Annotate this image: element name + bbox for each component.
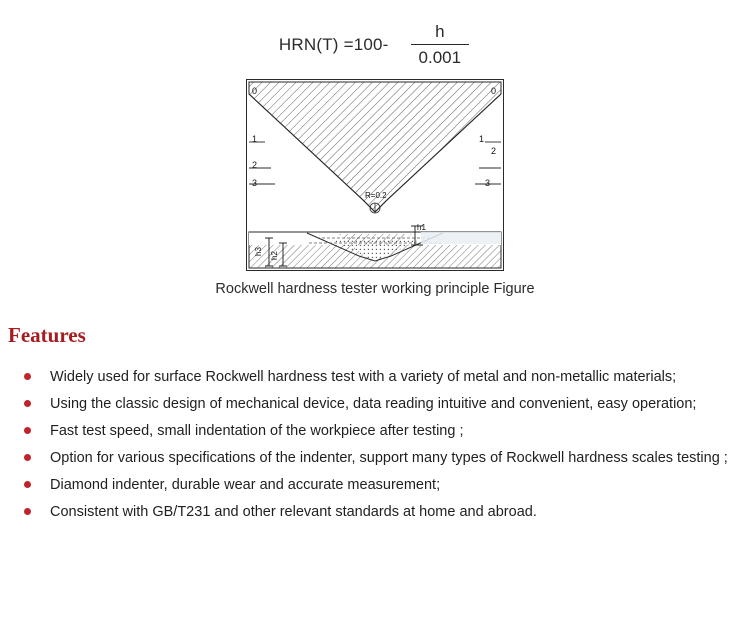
list-item — [14, 501, 740, 523]
list-item-text: Using the classic design of mechanical device, data reading intuitive and convenient, easy operation; — [50, 396, 697, 413]
list-item-text: Diamond indenter, durable wear and accurate measurement; — [50, 477, 441, 494]
features-heading: Features — [8, 323, 86, 348]
formula-left-side: HRN(T) =100- — [278, 34, 389, 54]
bullet-icon — [24, 373, 31, 380]
bullet-icon — [24, 454, 31, 461]
svg-text:R=0.2: R=0.2 — [365, 191, 387, 201]
list-item — [14, 420, 740, 442]
formula-fraction — [409, 22, 472, 67]
diagram-svg — [247, 80, 503, 270]
list-item — [14, 447, 740, 469]
svg-text:h1: h1 — [417, 223, 426, 233]
features-list — [0, 366, 750, 523]
list-item-text: Option for various specifications of the indenter, support many types of Rockwell hardness scales testing ; — [50, 450, 728, 467]
list-item — [14, 393, 740, 415]
svg-text:h2: h2 — [270, 251, 279, 261]
rockwell-principle-diagram — [246, 79, 504, 271]
svg-text:1: 1 — [479, 134, 485, 145]
bullet-icon — [24, 508, 31, 515]
bullet-icon — [24, 427, 31, 434]
svg-text:2: 2 — [252, 160, 258, 171]
hardness-formula — [0, 0, 750, 67]
list-item-text: Consistent with GB/T231 and other relevant standards at home and abroad. — [50, 504, 537, 521]
list-item-text: Fast test speed, small indentation of the workpiece after testing ; — [50, 423, 464, 440]
formula-numerator: h — [435, 22, 445, 41]
list-item — [14, 366, 740, 388]
svg-text:3: 3 — [252, 178, 258, 189]
svg-text:2: 2 — [491, 146, 497, 157]
figure-caption: Rockwell hardness tester working principle Figure — [215, 281, 535, 298]
svg-text:0: 0 — [252, 86, 258, 97]
svg-text:1: 1 — [252, 134, 258, 145]
svg-text:0: 0 — [491, 86, 497, 97]
bullet-icon — [24, 481, 31, 488]
list-item — [14, 474, 740, 496]
formula-denominator: 0.001 — [418, 47, 462, 67]
svg-text:3: 3 — [485, 178, 491, 189]
bullet-icon — [24, 400, 31, 407]
svg-text:h3: h3 — [254, 247, 263, 257]
figure-section — [0, 79, 750, 297]
list-item-text: Widely used for surface Rockwell hardness test with a variety of metal and non-metallic materials; — [50, 369, 677, 386]
